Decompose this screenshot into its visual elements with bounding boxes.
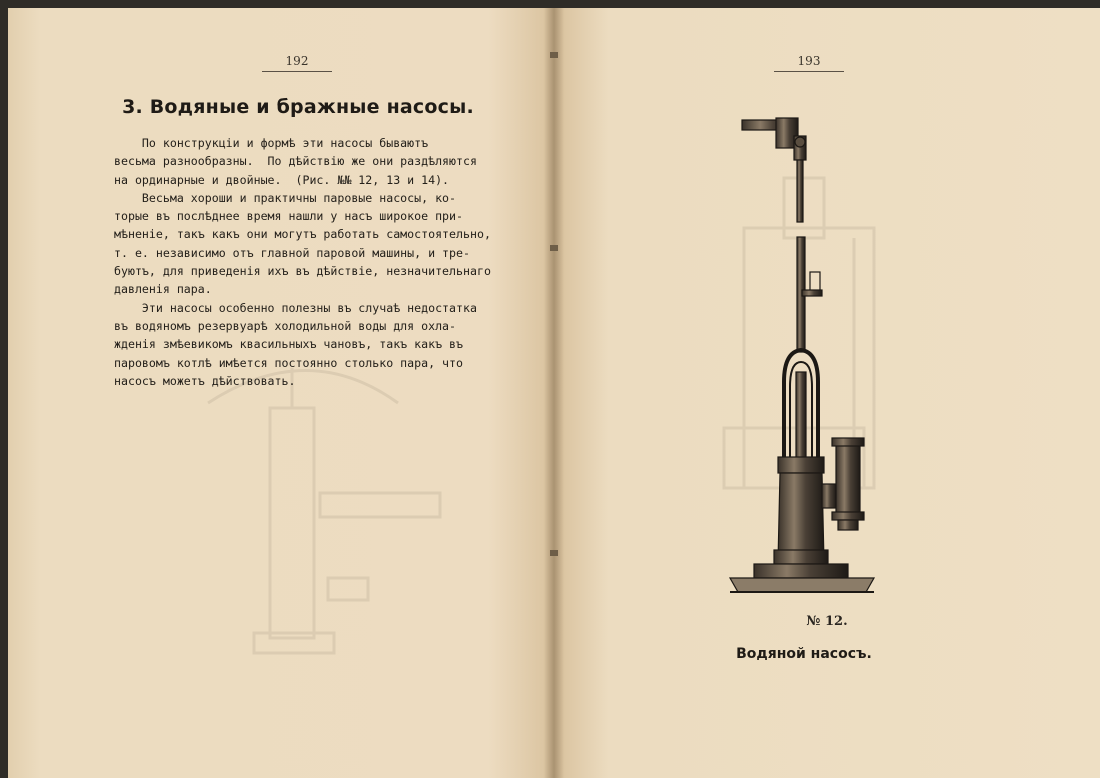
show-through-illustration bbox=[8, 8, 554, 778]
page-number: 192 bbox=[262, 54, 332, 72]
paragraph-2 bbox=[114, 189, 492, 299]
text-line: давленія пара. bbox=[114, 282, 212, 297]
text-line: насосъ можетъ дѣйствовать. bbox=[114, 373, 296, 388]
binding-stitch bbox=[550, 52, 558, 58]
text-line: Весьма хороши и практичны паровые насосы, ко- bbox=[114, 190, 457, 205]
text-line: торые въ послѣднее время нашли у насъ широкое при- bbox=[114, 209, 464, 224]
text-line: въ водяномъ резервуарѣ холодильной воды для охла- bbox=[114, 318, 457, 333]
paragraph-3 bbox=[114, 299, 492, 390]
page-number: 193 bbox=[774, 54, 844, 72]
text-line: т. е. независимо отъ главной паровой машины, и тре- bbox=[114, 245, 470, 260]
section-title: 3. Водяные и бражные насосы. bbox=[122, 96, 474, 118]
text-line: паровомъ котлѣ имѣется постоянно столько пара, что bbox=[114, 355, 464, 370]
text-line: По конструкціи и формѣ эти насосы бываютъ bbox=[114, 136, 429, 150]
text-line: Эти насосы особенно полезны въ случаѣ недостатка bbox=[114, 300, 477, 315]
figure-number: № 12. bbox=[806, 614, 848, 629]
text-line: буютъ, для приведенія ихъ въ дѣйствіе, незначительнаго bbox=[114, 264, 491, 279]
binding-stitch bbox=[550, 550, 558, 556]
left-page bbox=[8, 8, 554, 778]
text-line: жденія змѣевикомъ квасильныхъ чановъ, такъ какъ въ bbox=[114, 337, 464, 352]
book-spine bbox=[544, 8, 564, 778]
figure-caption: Водяной насосъ. bbox=[736, 646, 872, 662]
right-page bbox=[554, 8, 1100, 778]
text-line: на ординарные и двойные. (Рис. №№ 12, 13 и 14). bbox=[114, 172, 450, 187]
text-line: весьма разнообразны. По дѣйствію же они раздѣляются bbox=[114, 154, 477, 169]
text-line: мѣненіе, такъ какъ они могутъ работать самостоятельно, bbox=[114, 227, 491, 242]
paragraph-1 bbox=[114, 134, 492, 189]
body-text bbox=[114, 134, 492, 390]
water-pump-illustration bbox=[724, 112, 894, 602]
binding-stitch bbox=[550, 245, 558, 251]
